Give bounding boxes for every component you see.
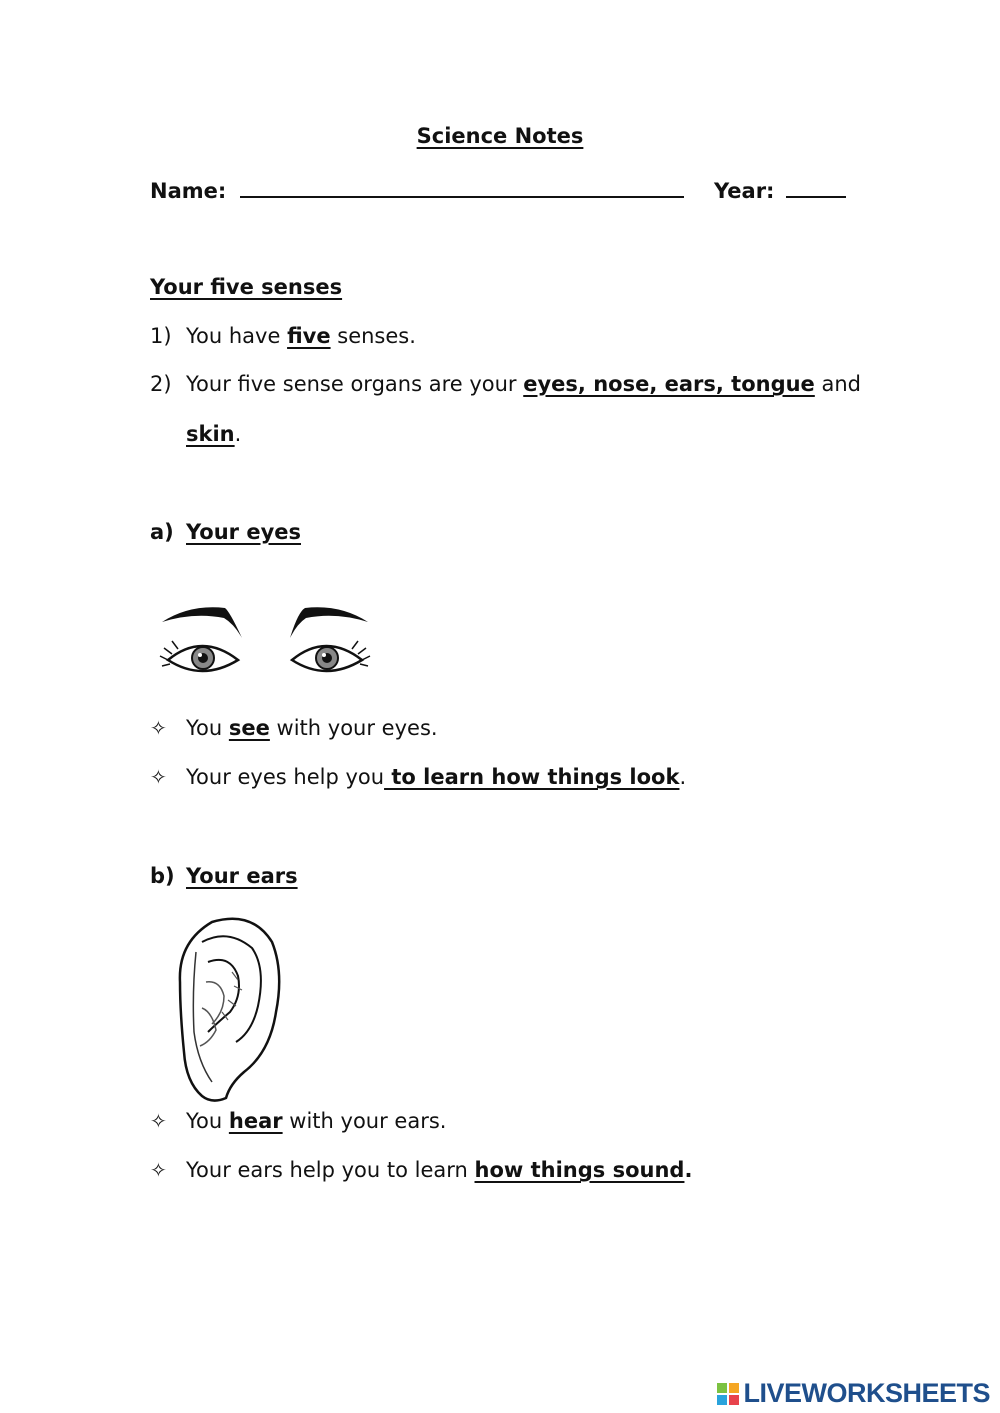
page-title: Science Notes: [416, 124, 584, 148]
name-blank[interactable]: [240, 174, 684, 198]
bullet-text: .: [684, 1158, 693, 1182]
item-text: Your five sense organs are your: [186, 372, 524, 396]
section-heading: Your five senses: [150, 275, 343, 299]
list-item-1: [150, 322, 416, 350]
answer-five[interactable]: five: [287, 324, 331, 348]
item-text: senses.: [330, 324, 416, 348]
eyes-heading: [150, 518, 301, 546]
item-number: 2): [150, 372, 172, 396]
eyes-title: Your eyes: [186, 520, 301, 544]
eyes-icon: [150, 600, 380, 685]
bullet-text: .: [679, 765, 687, 789]
list-item-2: [150, 370, 861, 398]
ears-title: Your ears: [186, 864, 298, 888]
bullet-text: with your ears.: [282, 1109, 447, 1133]
bullet-star-icon: ✧: [150, 765, 167, 789]
answer-skin[interactable]: skin: [186, 422, 235, 446]
name-line: [150, 174, 684, 205]
logo-text: LIVEWORKSHEETS: [743, 1378, 990, 1408]
bullet-text: Your eyes help you: [186, 765, 385, 789]
answer-how-things-sound[interactable]: how things sound: [474, 1158, 685, 1182]
ears-bullet-1: [150, 1107, 446, 1135]
list-item-2-cont: [186, 420, 241, 448]
answer-hear[interactable]: hear: [228, 1109, 283, 1133]
eyes-bullet-1: [150, 714, 438, 742]
logo-icon: [717, 1383, 739, 1405]
answer-how-things-look[interactable]: to learn how things look: [384, 765, 680, 789]
year-blank[interactable]: [786, 174, 846, 198]
eyes-bullet-2: [150, 763, 686, 791]
liveworksheets-logo: [717, 1378, 990, 1409]
bullet-text: with your eyes.: [269, 716, 438, 740]
bullet-text: Your ears help you to learn: [186, 1158, 475, 1182]
answer-see[interactable]: see: [228, 716, 270, 740]
name-label: Name:: [150, 179, 227, 203]
year-line: [714, 174, 846, 205]
eyes-label: a): [150, 520, 174, 544]
ears-heading: [150, 862, 298, 890]
item-number: 1): [150, 324, 172, 348]
bullet-star-icon: ✧: [150, 1109, 167, 1133]
bullet-star-icon: ✧: [150, 1158, 167, 1182]
bullet-text: You: [186, 1109, 229, 1133]
item-text: You have: [186, 324, 288, 348]
bullet-text: You: [186, 716, 229, 740]
ear-icon: [172, 912, 287, 1104]
ears-label: b): [150, 864, 175, 888]
answer-sense-organs[interactable]: eyes, nose, ears, tongue: [523, 372, 815, 396]
ears-bullet-2: [150, 1156, 692, 1184]
item-text: .: [234, 422, 242, 446]
year-label: Year:: [714, 179, 775, 203]
item-text: and: [814, 372, 861, 396]
bullet-star-icon: ✧: [150, 716, 167, 740]
